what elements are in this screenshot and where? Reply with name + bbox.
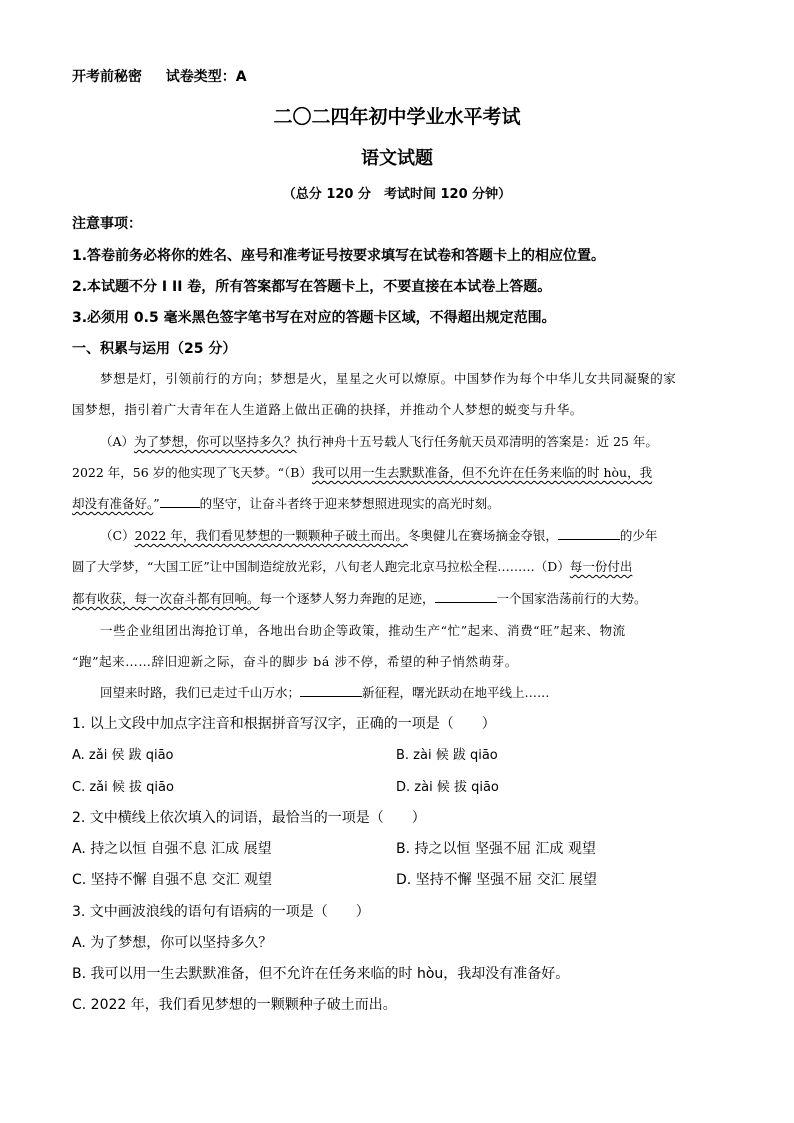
wavy-sentence-d: 每一份付出	[569, 559, 633, 574]
passage-line: 一些企业组团出海抢订单，各地出台助企等政策，推动生产“忙”起来、消费“旺”起来、物流	[100, 623, 626, 638]
passage-line: 国梦想，指引着广大青年在人生道路上做出正确的抉择，并推动个人梦想的蜕变与升华。	[72, 402, 583, 417]
note-item: 3.必须用 0.5 毫米黑色签字笔书写在对应的答题卡区域，不得超出规定范围。	[72, 310, 556, 326]
question-stem: 1. 以上文段中加点字注音和根据拼音写汉字，正确的一项是（ ）	[72, 716, 496, 732]
option-a[interactable]: A. zǎi 侯 跋 qiāo	[72, 748, 174, 763]
note-item: 2.本试题不分 I II 卷，所有答案都写在答题卡上，不要直接在本试卷上答题。	[72, 279, 552, 295]
option-d[interactable]: D. 坚持不懈 坚强不屈 交汇 展望	[396, 872, 598, 888]
option-a[interactable]: A. 为了梦想，你可以坚持多久？	[72, 935, 273, 951]
question-stem: 2. 文中横线上依次填入的词语，最恰当的一项是（ ）	[72, 810, 426, 826]
passage-line: （C）2022 年，我们看见梦想的一颗颗种子破土而出。冬奥健儿在赛场摘金夺银， 的少年	[100, 528, 658, 543]
passage-line: 2022 年，56 岁的他实现了飞天梦。“（B）我可以用一生去默默准备，但不允许在任务来临的时 hòu，我	[72, 465, 653, 480]
passage-line: “跑”起来……辞旧迎新之际，奋斗的脚步 bá 涉不停，希望的种子悄然萌芽。	[72, 654, 518, 669]
fill-blank-2	[558, 527, 620, 540]
passage-line: （A）为了梦想，你可以坚持多久？执行神舟十五号载人飞行任务航天员邓清明的答案是：近 25 年。	[100, 434, 658, 449]
wavy-sentence-b: 我可以用一生去默默准备，但不允许在任务来临的时 hòu，我	[312, 465, 653, 480]
passage-line: 梦想是灯，引领前行的方向；梦想是火，星星之火可以燎原。中国梦作为每个中华儿女共同凝聚的家	[100, 371, 677, 386]
exam-meta: （总分 120 分 考试时间 120 分钟）	[282, 187, 512, 202]
notes-heading: 注意事项：	[72, 216, 142, 232]
question-stem: 3. 文中画波浪线的语句有语病的一项是（ ）	[72, 904, 370, 920]
passage-line: 圆了大学梦，“大国工匠”让中国制造绽放光彩，八旬老人跑完北京马拉松全程………（D）每一份付出	[72, 559, 633, 574]
fill-blank-3	[435, 590, 497, 603]
secrecy-label: 开考前秘密	[72, 69, 142, 85]
option-c[interactable]: C. zǎi 候 拔 qiāo	[72, 780, 174, 795]
passage-line: 回望来时路，我们已走过千山万水； 新征程，曙光跃动在地平线上……	[100, 685, 550, 700]
option-d[interactable]: D. zài 候 拔 qiāo	[396, 780, 499, 795]
option-b[interactable]: B. 持之以恒 坚强不屈 汇成 观望	[396, 841, 596, 857]
exam-header	[72, 66, 247, 86]
option-b[interactable]: B. 我可以用一生去默默准备，但不允许在任务来临的时 hòu，我却没有准备好。	[72, 966, 570, 982]
passage-line: 却没有准备好。” 的坚守，让奋斗者终于迎来梦想照进现实的高光时刻。	[72, 496, 500, 511]
exam-subject: 语文试题	[361, 148, 433, 169]
exam-title: 二〇二四年初中学业水平考试	[273, 106, 521, 128]
option-a[interactable]: A. 持之以恒 自强不息 汇成 展望	[72, 841, 272, 857]
wavy-sentence-a: 为了梦想，你可以坚持多久？	[134, 434, 297, 449]
option-c[interactable]: C. 2022 年，我们看见梦想的一颗颗种子破土而出。	[72, 997, 397, 1013]
passage-line: 都有收获，每一次奋斗都有回响。每一个逐梦人努力奔跑的足迹， 一个国家浩荡前行的大势。	[72, 591, 647, 606]
note-item: 1.答卷前务必将你的姓名、座号和准考证号按要求填写在试卷和答题卡上的相应位置。	[72, 248, 606, 264]
section-heading: 一、积累与运用（25 分）	[72, 341, 237, 357]
option-c[interactable]: C. 坚持不懈 自强不息 交汇 观望	[72, 872, 273, 888]
fill-blank-1	[160, 495, 200, 508]
fill-blank-4	[300, 684, 362, 697]
option-b[interactable]: B. zài 候 跋 qiāo	[396, 748, 498, 763]
paper-type-label: 试卷类型：A	[165, 69, 247, 85]
wavy-sentence-c: 2022 年，我们看见梦想的一颗颗种子破土而出。	[134, 528, 408, 543]
